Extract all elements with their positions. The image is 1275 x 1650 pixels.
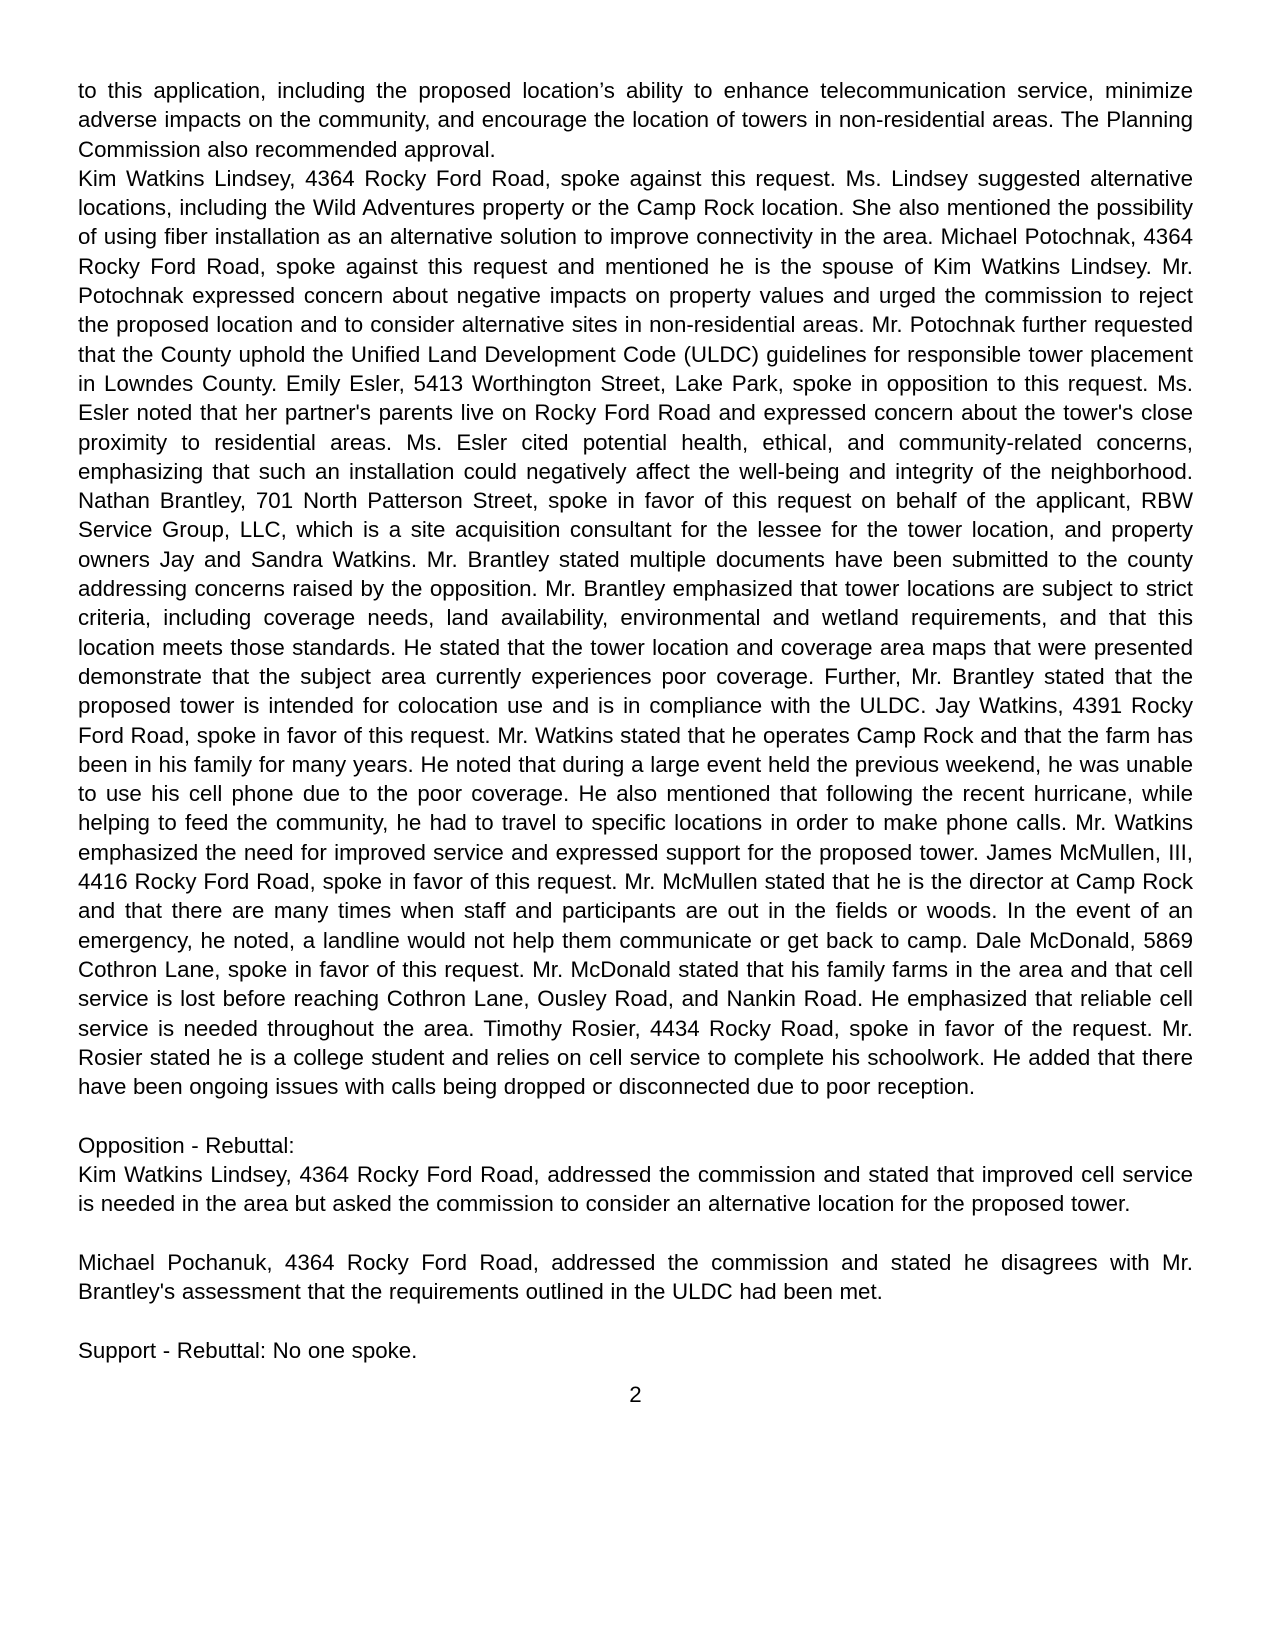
support-rebuttal-line: Support - Rebuttal: No one spoke. (78, 1337, 418, 1363)
opposition-rebuttal-heading: Opposition - Rebuttal: (78, 1132, 295, 1158)
paragraph-staff-recommendation: to this application, including the proposed location’s ability to enhance telecommunication service, minimize adverse impacts on the community, and encourage the location of towers in non-residential areas. The Planning Commission also recommended approval. (78, 78, 1193, 162)
paragraph-opposition-rebuttal-pochanuk: Michael Pochanuk, 4364 Rocky Ford Road, addressed the commission and stated he disagrees with Mr. Brantley's assessment that the requirements outlined in the ULDC had been met. (78, 1249, 1193, 1305)
minutes-body (78, 76, 1193, 1365)
page-number: 2 (629, 1382, 642, 1408)
paragraph-opposition-rebuttal-lindsey: Kim Watkins Lindsey, 4364 Rocky Ford Road, addressed the commission and stated that improved cell service is needed in the area but asked the commission to consider an alternative location for the proposed tower. (78, 1161, 1193, 1217)
paragraph-public-hearing-speakers: Kim Watkins Lindsey, 4364 Rocky Ford Road, spoke against this request. Ms. Lindsey suggested alternative locations, including the Wild Adventures property or the Camp Rock location. She also mentioned the possibility of using fiber installation as an alternative solution to improve connectivity in the area. Michael Potochnak, 4364 Rocky Ford Road, spoke against this request and mentioned he is the spouse of Kim Watkins Lindsey. Mr. Potochnak expressed concern about negative impacts on property values and urged the commission to reject the proposed location and to consider alternative sites in non-residential areas. Mr. Potochnak further requested that the County uphold the Unified Land Development Code (ULDC) guidelines for responsible tower placement in Lowndes County. Emily Esler, 5413 Worthington Street, Lake Park, spoke in opposition to this request. Ms. Esler noted that her partner's parents live on Rocky Ford Road and expressed concern about the tower's close proximity to residential areas. Ms. Esler cited potential health, ethical, and community-related concerns, emphasizing that such an installation could negatively affect the well-being and integrity of the neighborhood. Nathan Brantley, 701 North Patterson Street, spoke in favor of this request on behalf of the applicant, RBW Service Group, LLC, which is a site acquisition consultant for the lessee for the tower location, and property owners Jay and Sandra Watkins. Mr. Brantley stated multiple documents have been submitted to the county addressing concerns raised by the opposition. Mr. Brantley emphasized that tower locations are subject to strict criteria, including coverage needs, land availability, environmental and wetland requirements, and that this location meets those standards. He stated that the tower location and coverage area maps that were presented demonstrate that the subject area currently experiences poor coverage. Further, Mr. Brantley stated that the proposed tower is intended for colocation use and is in compliance with the ULDC. Jay Watkins, 4391 Rocky Ford Road, spoke in favor of this request. Mr. Watkins stated that he operates Camp Rock and that the farm has been in his family for many years. He noted that during a large event held the previous weekend, he was unable to use his cell phone due to the poor coverage. He also mentioned that following the recent hurricane, while helping to feed the community, he had to travel to specific locations in order to make phone calls. Mr. Watkins emphasized the need for improved service and expressed support for the proposed tower. James McMullen, III, 4416 Rocky Ford Road, spoke in favor of this request. Mr. McMullen stated that he is the director at Camp Rock and that there are many times when staff and participants are out in the fields or woods. In the event of an emergency, he noted, a landline would not help them communicate or get back to camp. Dale McDonald, 5869 Cothron Lane, spoke in favor of this request. Mr. McDonald stated that his family farms in the area and that cell service is lost before reaching Cothron Lane, Ousley Road, and Nankin Road. He emphasized that reliable cell service is needed throughout the area. Timothy Rosier, 4434 Rocky Road, spoke in favor of the request. Mr. Rosier stated he is a college student and relies on cell service to complete his schoolwork. He added that there have been ongoing issues with calls being dropped or disconnected due to poor reception. (78, 165, 1193, 1100)
